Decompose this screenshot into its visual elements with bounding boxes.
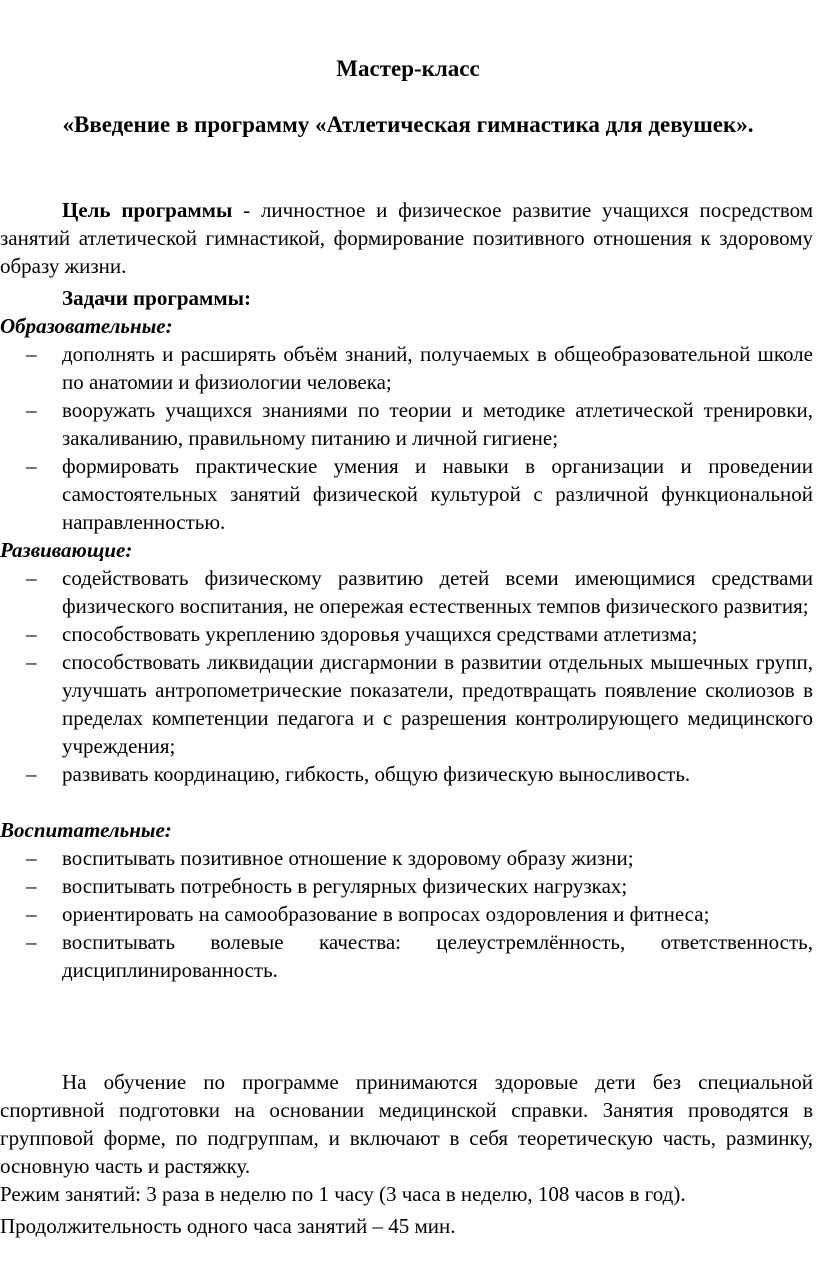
developmental-task-list [0, 564, 813, 788]
list-item [0, 564, 813, 620]
list-item-text: содействовать физическому развитию детей всеми имеющимися средствами физического воспитания, не опережая естественных темпов физического развития; [62, 566, 813, 618]
section-heading-developmental: Развивающие: [0, 538, 133, 562]
schedule-label: Режим занятий: [0, 1182, 142, 1206]
list-item [0, 340, 813, 396]
list-item [0, 928, 813, 984]
list-item-text: ориентировать на самообразование в вопросах оздоровления и фитнеса; [62, 902, 710, 926]
list-item [0, 396, 813, 452]
list-item-text: развивать координацию, гибкость, общую физическую выносливость. [62, 762, 691, 786]
dash-marker: – [26, 874, 37, 898]
dash-marker: – [26, 650, 37, 674]
list-item-text: способствовать укреплению здоровья учащихся средствами атлетизма; [62, 622, 698, 646]
list-item-text: вооружать учащихся знаниями по теории и методике атлетической тренировки, закаливанию, правильному питанию и личной гигиене; [62, 398, 813, 450]
dash-marker: – [26, 566, 37, 590]
list-item [0, 620, 813, 648]
tasks-heading: Задачи программы: [62, 286, 252, 310]
dash-marker: – [26, 846, 37, 870]
admission-paragraph: На обучение по программе принимаются здоровые дети без специальной спортивной подготовки на основании медицинской справки. Занятия проводятся в групповой форме, по подгруппам, и включают в себя теоретическую часть, разминку, основную часть и растяжку. [0, 1070, 813, 1178]
section-heading-educational: Образовательные: [0, 314, 173, 338]
document-title: Мастер-класс [336, 56, 480, 81]
dash-marker: – [26, 342, 37, 366]
list-item-text: дополнять и расширять объём знаний, получаемых в общеобразовательной школе по анатомии и физиологии человека; [62, 342, 813, 394]
list-item-text: способствовать ликвидации дисгармонии в развитии отдельных мышечных групп, улучшать антропометрические показатели, предотвращать появление сколиозов в пределах компетенции педагога и с разрешения контролирующего медицинского учреждения; [62, 650, 813, 758]
list-item [0, 648, 813, 760]
dash-marker: – [26, 762, 37, 786]
section-heading-upbringing: Воспитательные: [0, 818, 172, 842]
goal-text: - личностное и физическое развитие учащихся посредством занятий атлетической гимнастикой, формирование позитивного отношения к здоровому образу жизни. [0, 198, 813, 278]
dash-marker: – [26, 930, 37, 954]
upbringing-task-list [0, 844, 813, 984]
list-item [0, 760, 813, 788]
duration-line: Продолжительность одного часа занятий – 45 мин. [0, 1214, 456, 1238]
list-item [0, 872, 813, 900]
list-item-text: формировать практические умения и навыки в организации и проведении самостоятельных занятий физической культурой с различной функциональной направленностью. [62, 454, 813, 534]
list-item-text: воспитывать волевые качества: целеустремлённость, ответственность, дисциплинированность. [62, 930, 813, 982]
goal-label: Цель программы [62, 198, 233, 222]
list-item [0, 844, 813, 872]
dash-marker: – [26, 622, 37, 646]
document-subtitle: «Введение в программу «Атлетическая гимнастика для девушек». [62, 112, 754, 137]
list-item-text: воспитывать потребность в регулярных физических нагрузках; [62, 874, 628, 898]
list-item [0, 452, 813, 536]
program-goal [0, 196, 813, 280]
schedule-line [0, 1180, 813, 1208]
dash-marker: – [26, 902, 37, 926]
dash-marker: – [26, 454, 37, 478]
list-item [0, 900, 813, 928]
dash-marker: – [26, 398, 37, 422]
list-item-text: воспитывать позитивное отношение к здоровому образу жизни; [62, 846, 634, 870]
schedule-text: 3 раза в неделю по 1 часу (3 часа в неделю, 108 часов в год). [141, 1182, 686, 1206]
educational-task-list [0, 340, 813, 536]
